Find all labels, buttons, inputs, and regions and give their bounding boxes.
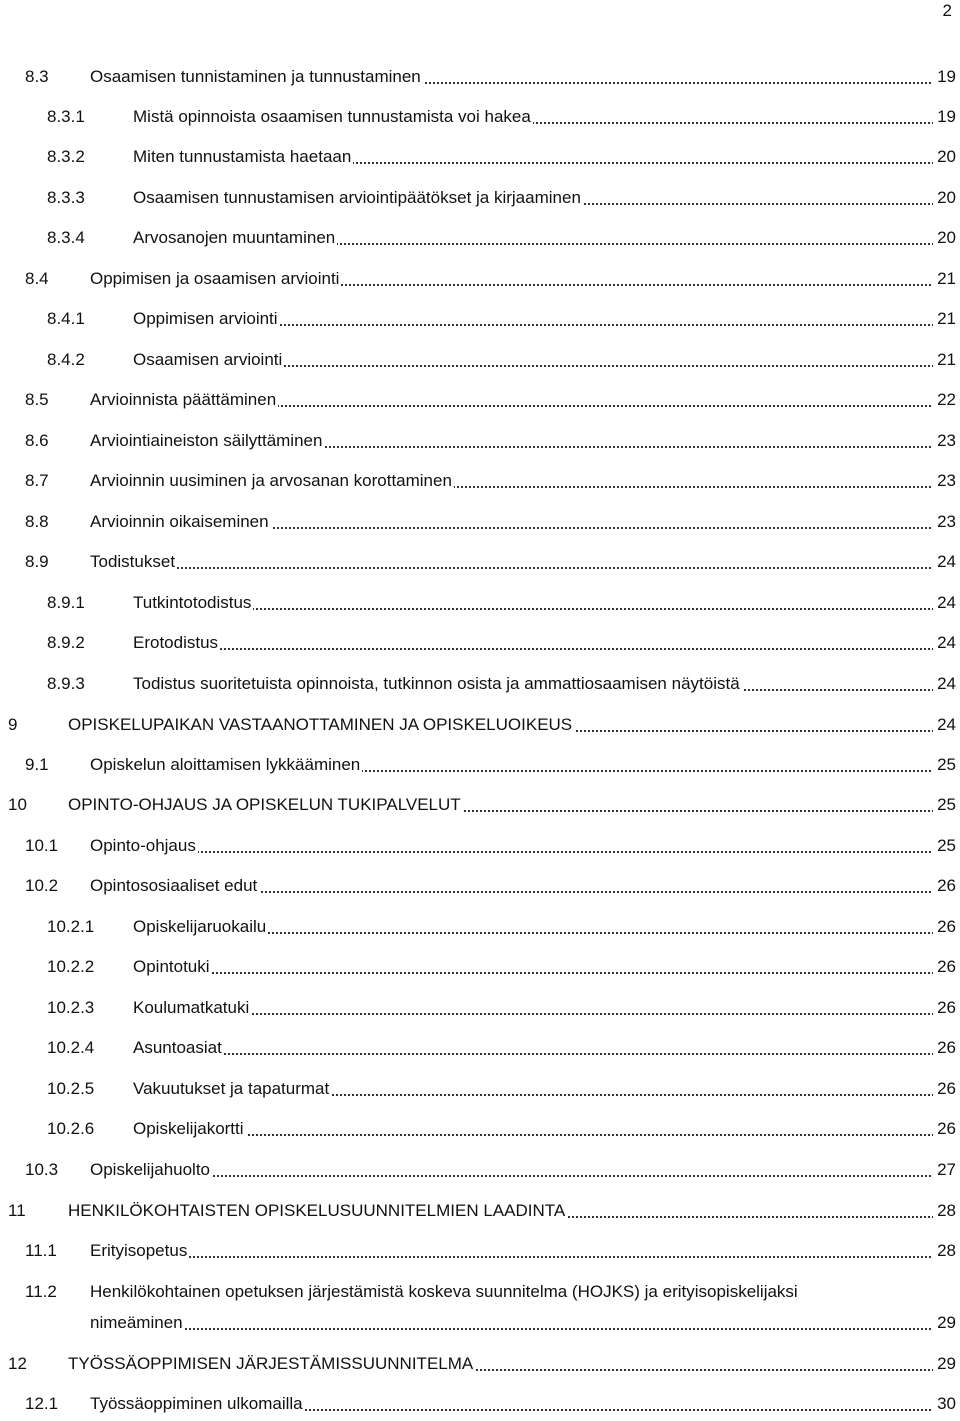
toc-entry[interactable] [0,144,960,170]
toc-entry[interactable] [0,1238,960,1264]
toc-entry-title [133,306,938,332]
toc-entry-label: Opiskelijaruokailu [133,917,267,936]
toc-entry[interactable] [0,428,960,454]
toc-entry-number: 8.3 [25,67,49,86]
toc-entry-page: 21 [933,266,956,292]
toc-entry-label: Todistukset [90,552,176,571]
toc-entry-number: 10.3 [25,1160,59,1179]
toc-entry-title [133,1035,938,1061]
toc-entry[interactable] [0,590,960,616]
toc-entry-number: 9.1 [25,755,49,774]
toc-entry[interactable] [0,833,960,859]
toc-entry-page: 25 [933,752,956,778]
toc-entry[interactable] [0,1279,960,1305]
toc-entry-page: 23 [933,509,956,535]
toc-entry-number: 8.7 [25,471,49,490]
toc-entry[interactable] [0,1391,960,1417]
toc-entry-title [133,225,938,251]
toc-entry-title [90,509,938,535]
toc-entry-number: 10 [8,795,27,814]
toc-entry-label: Arvosanojen muuntaminen [133,228,336,247]
toc-entry[interactable] [0,266,960,292]
toc-entry-label: Todistus suoritetuista opinnoista, tutkinnon osista ja ammattiosaamisen näytöistä [133,674,740,693]
toc-entry-label: Miten tunnustamista haetaan [133,147,352,166]
toc-entry-number: 10.2.1 [47,917,95,936]
toc-entry-page: 20 [933,185,956,211]
toc-entry[interactable] [0,792,960,818]
toc-entry-page: 24 [933,671,956,697]
toc-entry-number: 11 [8,1201,26,1220]
toc-entry-page: 21 [933,306,956,332]
toc-entry-page: 19 [933,64,956,90]
toc-entry-title [90,1310,938,1336]
toc-entry[interactable] [0,1076,960,1102]
toc-entry-page: 26 [933,1076,956,1102]
toc-entry[interactable] [0,347,960,373]
toc-entry-title [133,995,938,1021]
toc-entry-label: Osaamisen tunnustamisen arviointipäätökset ja kirjaaminen [133,188,581,207]
toc-entry-label: Oppimisen arviointi [133,309,278,328]
toc-entry[interactable] [0,873,960,899]
toc-entry-page: 28 [933,1198,956,1224]
toc-entry-label: Vakuutukset ja tapaturmat [133,1079,330,1098]
toc-entry-title [90,549,938,575]
toc-entry-title [68,792,938,818]
toc-entry-label: Koulumatkatuki [133,998,250,1017]
toc-entry[interactable] [0,752,960,778]
toc-entry-page: 24 [933,590,956,616]
toc-entry[interactable] [0,1116,960,1142]
toc-entry-title [133,914,938,940]
toc-entry-number: 8.3.1 [47,107,85,126]
toc-entry-page: 27 [933,1157,956,1183]
toc-entry-number: 10.2.2 [47,957,95,976]
toc-entry-label: Tutkintotodistus [133,593,252,612]
toc-entry-page: 24 [933,549,956,575]
toc-entry-number: 8.5 [25,390,49,409]
toc-entry-page: 28 [933,1238,956,1264]
toc-entry-label: TYÖSSÄOPPIMISEN JÄRJESTÄMISSUUNNITELMA [68,1354,474,1373]
toc-entry-label: OPINTO-OHJAUS JA OPISKELUN TUKIPALVELUT [68,795,461,814]
toc-entry-number: 8.4 [25,269,49,288]
toc-entry-title [133,185,938,211]
page-number: 2 [942,1,952,20]
toc-entry-title [133,630,938,656]
toc-entry-title [90,1391,938,1417]
toc-entry-page: 24 [933,712,956,738]
toc-entry-title [90,266,938,292]
toc-entry-title [90,387,938,413]
toc-entry-page: 25 [933,792,956,818]
toc-entry-page: 26 [933,1035,956,1061]
toc-entry-label: Oppimisen ja osaamisen arviointi [90,269,340,288]
toc-entry-number: 10.1 [25,836,59,855]
toc-entry[interactable] [0,64,960,90]
toc-entry-title [90,752,938,778]
toc-entry-title [133,347,938,373]
toc-entry-number: 11.1 [25,1241,57,1260]
toc-entry-page: 26 [933,995,956,1021]
toc-entry-page: 30 [933,1391,956,1417]
toc-entry-label: Opintososiaaliset edut [90,876,258,895]
toc-entry-label: Työssäoppiminen ulkomailla [90,1394,303,1413]
toc-entry[interactable] [0,954,960,980]
toc-entry-page: 21 [933,347,956,373]
toc-entry-title [133,671,938,697]
toc-entry[interactable] [0,1035,960,1061]
toc-entry-title [133,144,938,170]
toc-entry-page: 26 [933,873,956,899]
toc-entry-title [90,428,938,454]
toc-entry-title [133,590,938,616]
toc-entry[interactable] [0,225,960,251]
toc-entry-number: 8.3.3 [47,188,85,207]
toc-entry[interactable] [0,549,960,575]
toc-entry-number: 10.2.6 [47,1119,95,1138]
toc-entry-label: Erotodistus [133,633,219,652]
toc-entry-title [133,104,938,130]
toc-entry-label: Osaamisen tunnistaminen ja tunnustaminen [90,67,421,86]
toc-entry-number: 10.2.3 [47,998,95,1017]
toc-entry-page: 29 [933,1351,956,1377]
toc-entry-title [68,712,938,738]
toc-entry-number: 8.9.3 [47,674,85,693]
toc-entry-page: 20 [933,225,956,251]
toc-entry-label: Opiskelijahuolto [90,1160,211,1179]
toc-entry[interactable] [0,1198,960,1224]
toc-entry-label: Opintotuki [133,957,210,976]
toc-entry[interactable] [0,1351,960,1377]
toc-entry-label: Arvioinnista päättäminen [90,390,277,409]
toc-entry[interactable] [0,630,960,656]
toc-entry[interactable] [0,104,960,130]
toc-entry[interactable] [0,1157,960,1183]
toc-entry-title [90,873,938,899]
toc-entry[interactable] [0,468,960,494]
toc-entry[interactable] [0,712,960,738]
toc-entry-page: 25 [933,833,956,859]
toc-entry-number: 8.8 [25,512,49,531]
toc-entry-page: 22 [933,387,956,413]
toc-entry-page: 23 [933,468,956,494]
toc-entry-label: Opinto-ohjaus [90,836,196,855]
toc-entry-page: 26 [933,914,956,940]
toc-entry-title [133,954,938,980]
toc-entry-number: 9 [8,715,18,734]
toc-entry-title [90,64,938,90]
toc-entry-number: 10.2 [25,876,59,895]
toc-entry[interactable] [0,387,960,413]
toc-entry-title [68,1198,938,1224]
toc-entry[interactable] [0,185,960,211]
toc-entry-label: Arvioinnin oikaiseminen [90,512,269,531]
toc-entry-title [68,1351,938,1377]
toc-entry-label: Osaamisen arviointi [133,350,283,369]
toc-entry-title [90,468,938,494]
toc-entry-page: 20 [933,144,956,170]
toc-entry-number: 8.4.2 [47,350,85,369]
toc-entry-page: 23 [933,428,956,454]
toc-entry-label: Opiskelun aloittamisen lykkääminen [90,755,361,774]
toc-entry-label: OPISKELUPAIKAN VASTAANOTTAMINEN JA OPISKELUOIKEUS [68,715,573,734]
toc-entry-title [133,1076,938,1102]
toc-entry-number: 8.9 [25,552,49,571]
toc-entry-number: 12.1 [25,1394,59,1413]
toc-entry-number: 8.9.1 [47,593,85,612]
toc-entry-title [90,1238,938,1264]
toc-entry-number: 8.3.4 [47,228,85,247]
toc-entry[interactable] [0,509,960,535]
toc-entry[interactable] [0,914,960,940]
toc-entry-title [90,833,938,859]
toc-entry-page: 19 [933,104,956,130]
toc-entry[interactable] [0,995,960,1021]
toc-entry-title [90,1157,938,1183]
toc-entry-page: 29 [933,1310,956,1336]
toc-entry[interactable] [0,671,960,697]
toc-entry-number: 8.6 [25,431,49,450]
toc-entry-label: Arvioinnin uusiminen ja arvosanan korottaminen [90,471,452,490]
toc-entry-number: 12 [8,1354,27,1373]
toc-entry-number: 8.3.2 [47,147,85,166]
toc-entry-label: Opiskelijakortti [133,1119,244,1138]
toc-entry-number: 8.4.1 [47,309,85,328]
toc-entry-page: 26 [933,954,956,980]
toc-entry-label: HENKILÖKOHTAISTEN OPISKELUSUUNNITELMIEN LAADINTA [68,1201,566,1220]
toc-entry-number: 10.2.4 [47,1038,95,1057]
toc-entry[interactable] [0,1310,960,1336]
toc-entry-label: Mistä opinnoista osaamisen tunnustamista voi hakea [133,107,531,126]
toc-entry-page: 24 [933,630,956,656]
toc-entry-number: 8.9.2 [47,633,85,652]
toc-entry-number: 11.2 [25,1282,57,1301]
toc-entry-number: 10.2.5 [47,1079,95,1098]
toc-entry-page: 26 [933,1116,956,1142]
toc-entry-label: Arviointiaineiston säilyttäminen [90,431,323,450]
toc-entry-label: Henkilökohtainen opetuksen järjestämistä koskeva suunnitelma (HOJKS) ja erityisopiskelijaksi [90,1282,798,1301]
toc-entry[interactable] [0,306,960,332]
toc-entry-label: nimeäminen [90,1313,183,1332]
toc-entry-title [133,1116,938,1142]
toc-entry-label: Erityisopetus [90,1241,188,1260]
toc-entry-label: Asuntoasiat [133,1038,222,1057]
toc-entry-title [90,1279,938,1305]
